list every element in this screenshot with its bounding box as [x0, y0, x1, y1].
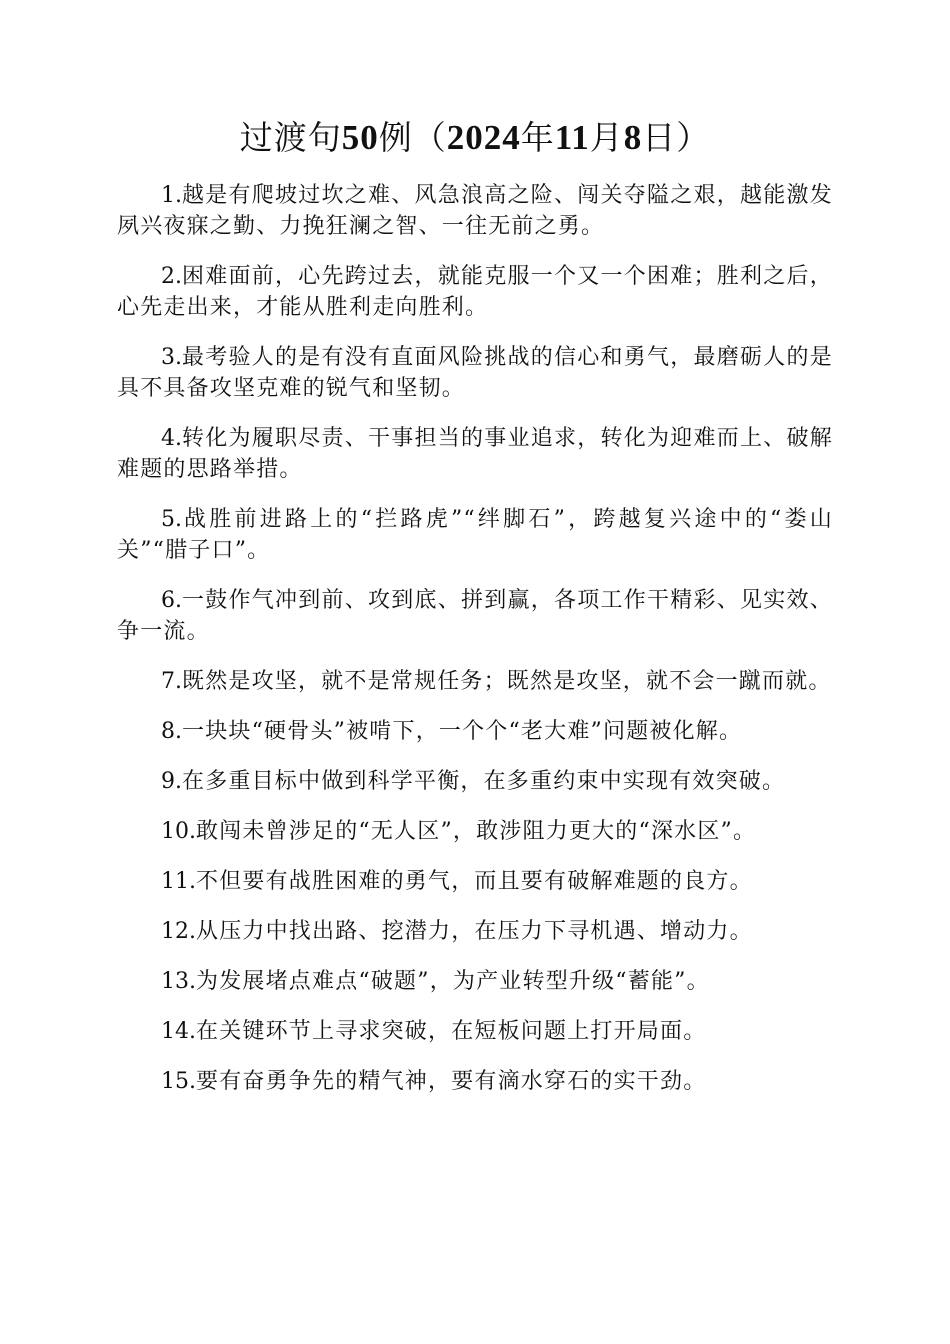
paragraph-number: 1.: [161, 183, 182, 208]
paragraph-number: 12.: [161, 919, 196, 944]
paragraph-number: 3.: [161, 345, 182, 370]
paragraph-list: [117, 180, 833, 1116]
paragraph-number: 8.: [161, 719, 182, 744]
paragraph-9: [117, 766, 833, 797]
paragraph-text: 从压力中找出路、挖潜力，在压力下寻机遇、增动力。: [196, 919, 753, 944]
paragraph-number: 7.: [161, 669, 182, 694]
paragraph-12: [117, 916, 833, 947]
paragraph-3: [117, 342, 833, 404]
paragraph-text: 战胜前进路上的“拦路虎”“绊脚石”，跨越复兴途中的“娄山关”“腊子口”。: [117, 507, 833, 563]
paragraph-number: 10.: [161, 819, 196, 844]
paragraph-text: 一块块“硬骨头”被啃下，一个个“老大难”问题被化解。: [182, 719, 743, 744]
title-month: 11: [554, 118, 590, 157]
title-mid3: 月: [589, 118, 624, 157]
paragraph-14: [117, 1016, 833, 1047]
paragraph-text: 既然是攻坚，就不是常规任务；既然是攻坚，就不会一蹴而就。: [182, 669, 832, 694]
paragraph-text: 一鼓作气冲到前、攻到底、拼到赢，各项工作干精彩、见实效、争一流。: [117, 588, 833, 644]
paragraph-1: [117, 180, 833, 242]
title-count: 50: [341, 118, 379, 157]
paragraph-text: 要有奋勇争先的精气神，要有滴水穿石的实干劲。: [196, 1069, 707, 1094]
paragraph-number: 14.: [161, 1019, 196, 1044]
paragraph-text: 困难面前，心先跨过去，就能克服一个又一个困难；胜利之后，心先走出来，才能从胜利走向胜利。: [117, 264, 833, 320]
paragraph-number: 6.: [161, 588, 182, 613]
paragraph-text: 在多重目标中做到科学平衡，在多重约束中实现有效突破。: [182, 769, 786, 794]
paragraph-10: [117, 816, 833, 847]
paragraph-7: [117, 666, 833, 697]
paragraph-text: 敢闯未曾涉足的“无人区”，敢涉阻力更大的“深水区”。: [196, 819, 757, 844]
paragraph-number: 2.: [161, 264, 182, 289]
paragraph-text: 最考验人的是有没有直面风险挑战的信心和勇气，最磨砺人的是具不具备攻坚克难的锐气和坚韧。: [117, 345, 833, 401]
title-prefix: 过渡句: [239, 118, 342, 157]
paragraph-number: 9.: [161, 769, 182, 794]
paragraph-number: 13.: [161, 969, 196, 994]
title-year: 2024: [446, 118, 521, 157]
paragraph-5: [117, 504, 833, 566]
paragraph-15: [117, 1066, 833, 1097]
document-title: [0, 112, 950, 164]
paragraph-text: 在关键环节上寻求突破，在短板问题上打开局面。: [196, 1019, 707, 1044]
paragraph-13: [117, 966, 833, 997]
paragraph-11: [117, 866, 833, 897]
title-day: 8: [623, 118, 643, 157]
paragraph-text: 不但要有战胜困难的勇气，而且要有破解难题的良方。: [196, 869, 753, 894]
paragraph-number: 11.: [161, 869, 196, 894]
paragraph-2: [117, 261, 833, 323]
paragraph-number: 5.: [161, 507, 182, 532]
paragraph-8: [117, 716, 833, 747]
paragraph-6: [117, 585, 833, 647]
title-mid2: 年: [520, 118, 555, 157]
paragraph-text: 转化为履职尽责、干事担当的事业追求，转化为迎难而上、破解难题的思路举措。: [117, 426, 833, 482]
paragraph-4: [117, 423, 833, 485]
paragraph-text: 越是有爬坡过坎之难、风急浪高之险、闯关夺隘之艰，越能激发夙兴夜寐之勤、力挽狂澜之智、一往无前之勇。: [117, 183, 833, 239]
paragraph-number: 4.: [161, 426, 182, 451]
title-suffix: 日）: [642, 118, 711, 157]
paragraph-text: 为发展堵点难点“破题”，为产业转型升级“蓄能”。: [196, 969, 710, 994]
paragraph-number: 15.: [161, 1069, 196, 1094]
title-mid1: 例（: [378, 118, 447, 157]
